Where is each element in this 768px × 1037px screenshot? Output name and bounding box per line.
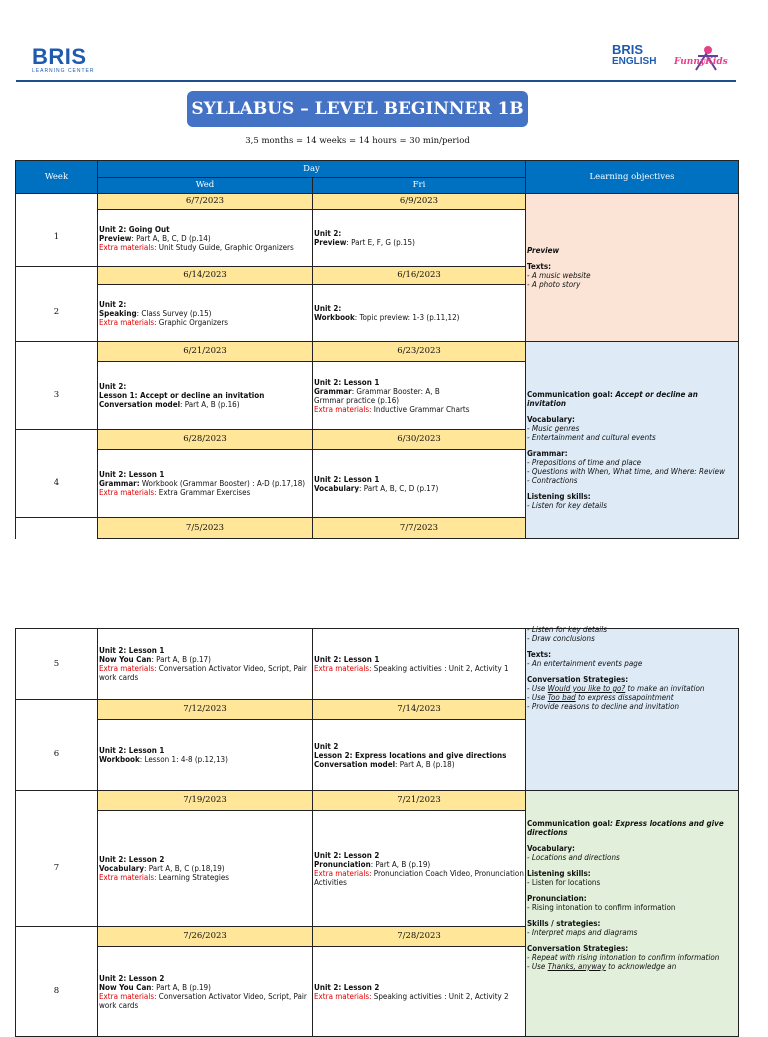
objectives-header: Learning objectives [526, 161, 739, 194]
date-cell: 6/23/2023 [313, 342, 526, 362]
page-title: SYLLABUS – LEVEL BEGINNER 1B [187, 91, 528, 127]
logo-left-sub: LEARNING CENTER [32, 68, 95, 74]
objectives-block-invitation: Communication goal: Accept or decline an invitation Vocabulary: - Music genres - Entertainment and cultural events Grammar: - Prepositions of time and place - Questions with When, What time, and Where: Review - Contractions Listening skills: - Listen for key details [526, 342, 739, 539]
date-cell: 6/30/2023 [313, 430, 526, 450]
wed-lesson-cell: Unit 2: Going Out Preview: Part A, B, C, D (p.14) Extra materials: Unit Study Guide, Graphic Organizers [98, 210, 313, 267]
week-number: 5 [16, 629, 98, 700]
header-rule [16, 80, 736, 82]
date-cell: 6/21/2023 [98, 342, 313, 362]
fri-lesson-cell: Unit 2: Lesson 1 Vocabulary: Part A, B, C, D (p.17) [313, 450, 526, 518]
week-header: Week [16, 161, 98, 194]
date-cell: 7/26/2023 [98, 927, 313, 947]
wed-lesson-cell: Unit 2: Lesson 1 Grammar: Workbook (Grammar Booster) : A-D (p.17,18) Extra materials: Extra Grammar Exercises [98, 450, 313, 518]
date-cell: 7/12/2023 [98, 700, 313, 720]
fri-lesson-cell: Unit 2: Lesson 1 Grammar: Grammar Booster: A, B Grmmar practice (p.16) Extra materials: Inductive Grammar Charts [313, 362, 526, 430]
week-number: 3 [16, 362, 98, 430]
fri-lesson-cell: Unit 2: Lesson 1 Extra materials: Speaking activities : Unit 2, Activity 1 [313, 629, 526, 700]
week-number: 6 [16, 720, 98, 791]
page-subtitle: 3,5 months = 14 weeks = 14 hours = 30 min/period [245, 136, 470, 146]
day-header: Day [98, 161, 526, 178]
logo-right-bottom: ENGLISH [612, 56, 657, 67]
syllabus-table-part1 [15, 160, 739, 539]
objectives-block-directions: Communication goal: Express locations and give directions Vocabulary: - Locations and directions Listening skills: - Listen for locations Pronunciation: - Rising intonation to confirm information Skills / strategies: - Interpret maps and diagrams Conversation Strategies: - Repeat with rising intonation to confirm information - Use Thanks, anyway to acknowledge an [526, 791, 739, 1037]
date-cell: 6/14/2023 [98, 267, 313, 285]
wed-lesson-cell: Unit 2: Speaking: Class Survey (p.15) Extra materials: Graphic Organizers [98, 285, 313, 342]
week-number: 7 [16, 811, 98, 927]
date-cell: 7/28/2023 [313, 927, 526, 947]
date-cell: 6/28/2023 [98, 430, 313, 450]
logo-left-text: BRIS [32, 44, 87, 69]
wed-lesson-cell: Unit 2: Lesson 1 Now You Can: Part A, B (p.17) Extra materials: Conversation Activator Video, Script, Pair work cards [98, 629, 313, 700]
logo-left [32, 44, 95, 74]
week-number: 8 [16, 947, 98, 1037]
fri-header: Fri [313, 178, 526, 194]
logo-right-top: BRIS [612, 42, 644, 57]
syllabus-table-part2 [15, 625, 739, 1037]
week-number: 1 [16, 210, 98, 267]
date-cell: 6/16/2023 [313, 267, 526, 285]
date-cell: 6/7/2023 [98, 194, 313, 210]
logo-right [612, 42, 728, 68]
date-cell: 7/5/2023 [98, 518, 313, 539]
wed-header: Wed [98, 178, 313, 194]
fri-lesson-cell: Unit 2 Lesson 2: Express locations and give directions Conversation model: Part A, B (p.18) [313, 720, 526, 791]
date-cell: 7/19/2023 [98, 791, 313, 811]
date-cell: 7/14/2023 [313, 700, 526, 720]
objectives-block-preview: Preview Texts: - A music website - A photo story [526, 194, 739, 342]
objectives-block-invitation-cont: - Listen for key details - Draw conclusions Texts: - An entertainment events page Conversation Strategies: - Use Would you like to go? to make an invitation - Use Too bad to express dissapointment - Provide reasons to decline and invitation [526, 629, 739, 791]
fri-lesson-cell: Unit 2: Lesson 2 Pronunciation: Part A, B (p.19) Extra materials: Pronunciation Coach Video, Pronunciation Activities [313, 811, 526, 927]
fri-lesson-cell: Unit 2: Lesson 2 Extra materials: Speaking activities : Unit 2, Activity 2 [313, 947, 526, 1037]
week-number: 2 [16, 285, 98, 342]
date-cell: 6/9/2023 [313, 194, 526, 210]
fri-lesson-cell: Unit 2: Preview: Part E, F, G (p.15) [313, 210, 526, 267]
wed-lesson-cell: Unit 2: Lesson 1: Accept or decline an invitation Conversation model: Part A, B (p.16) [98, 362, 313, 430]
fri-lesson-cell: Unit 2: Workbook: Topic preview: 1-3 (p.11,12) [313, 285, 526, 342]
page-break [0, 547, 768, 629]
date-cell: 7/21/2023 [313, 791, 526, 811]
svg-text:FunnyKids: FunnyKids [674, 57, 728, 67]
funnykids-logo-icon [668, 44, 738, 72]
date-cell: 7/7/2023 [313, 518, 526, 539]
wed-lesson-cell: Unit 2: Lesson 1 Workbook: Lesson 1: 4-8 (p.12,13) [98, 720, 313, 791]
wed-lesson-cell: Unit 2: Lesson 2 Now You Can: Part A, B (p.19) Extra materials: Conversation Activator Video, Script, Pair work cards [98, 947, 313, 1037]
week-number: 4 [16, 450, 98, 518]
wed-lesson-cell: Unit 2: Lesson 2 Vocabulary: Part A, B, C (p.18,19) Extra materials: Learning Strategies [98, 811, 313, 927]
